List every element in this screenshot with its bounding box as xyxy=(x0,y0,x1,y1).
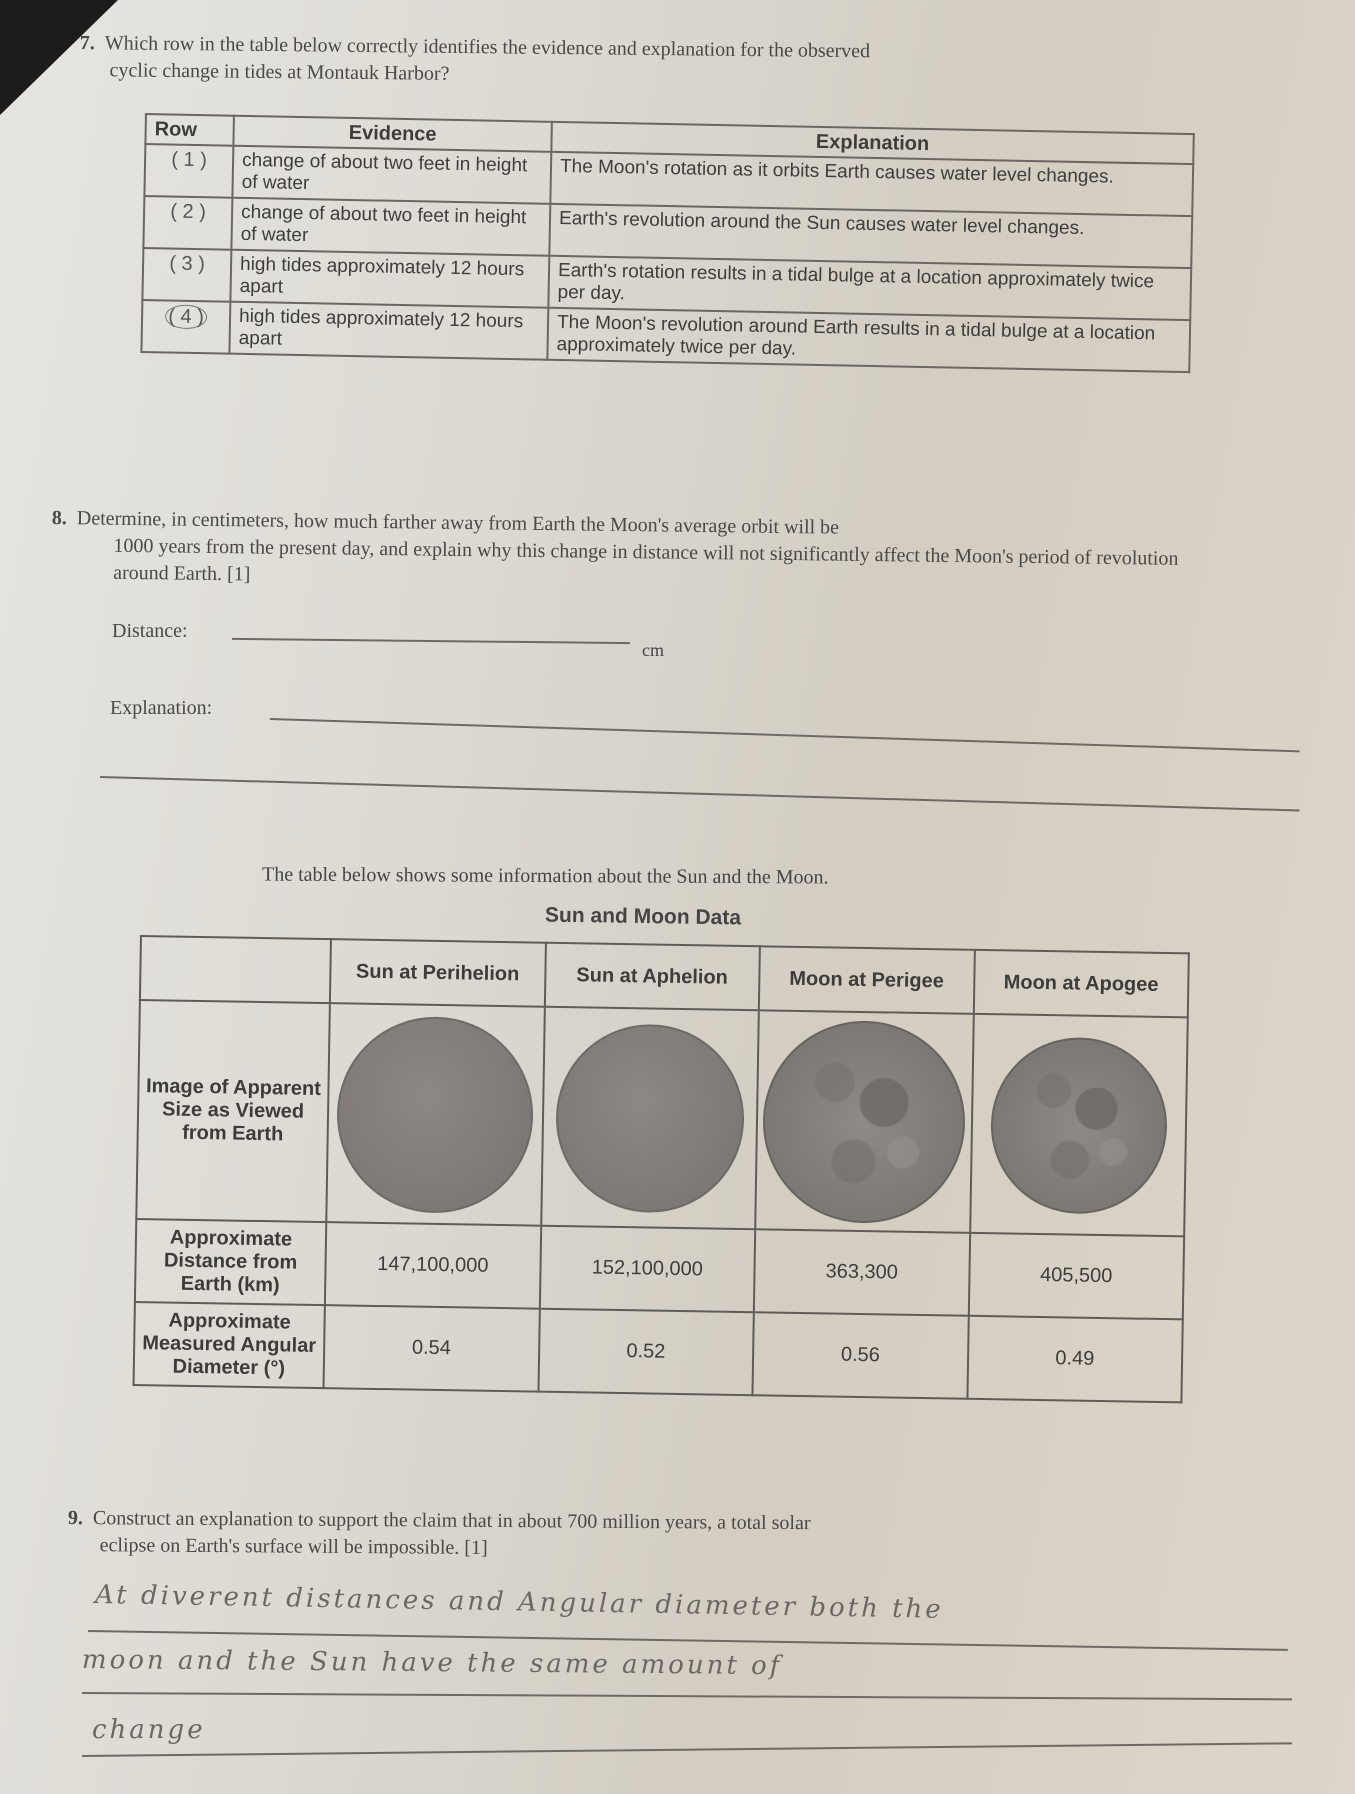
evidence-cell: change of about two feet in height of water xyxy=(232,146,551,204)
distance-moon-perigee: 363,300 xyxy=(754,1229,970,1316)
evidence-cell: high tides approximately 12 hours apart xyxy=(230,250,549,308)
moon-perigee-disk-image xyxy=(762,1019,967,1224)
question-8 xyxy=(51,505,1212,600)
header-moon-apogee: Moon at Apogee xyxy=(973,950,1189,1018)
table-title: Sun and Moon Data xyxy=(544,903,742,930)
distance-moon-apogee: 405,500 xyxy=(968,1233,1184,1320)
distance-sun-perihelion: 147,100,000 xyxy=(325,1222,541,1309)
angular-moon-apogee: 0.49 xyxy=(967,1316,1183,1403)
explanation-cell: Earth's rotation results in a tidal bulge at a location approximately twice per day. xyxy=(548,256,1191,320)
header-sun-perihelion: Sun at Perihelion xyxy=(330,939,546,1007)
question-text-rest: 1000 years from the present day, and explain why this change in distance will not significantly affect the Moon's period of revolution around Earth. [1] xyxy=(113,534,1179,586)
question-text: Determine, in centimeters, how much farther away from Earth the Moon's average orbit will be xyxy=(76,507,840,539)
question-number: 7. xyxy=(79,31,95,55)
question-text-line2: cyclic change in tides at Montauk Harbor? xyxy=(109,59,450,85)
explanation-label: Explanation: xyxy=(110,697,213,719)
row-number: ( 1 ) xyxy=(144,144,233,198)
explanation-cell: The Moon's revolution around Earth results in a tidal bulge at a location approximately twice per day. xyxy=(547,308,1190,372)
question-7 xyxy=(79,30,1200,96)
explanation-answer-line-1[interactable] xyxy=(270,718,1300,752)
question-text-rest: eclipse on Earth's surface will be impossible. [1] xyxy=(99,1534,488,1559)
handwritten-answer-line-1: At diverent distances and Angular diameter both the xyxy=(94,1580,944,1625)
distance-unit: cm xyxy=(642,640,664,660)
angular-moon-perigee: 0.56 xyxy=(752,1312,968,1399)
row-label-angular: Approximate Measured Angular Diameter (°) xyxy=(134,1302,325,1388)
pencil-circle-mark: ( 4 ) xyxy=(165,304,207,329)
sun-perihelion-disk-image xyxy=(336,1015,535,1214)
handwritten-answer-line-2: moon and the Sun have the same amount of xyxy=(81,1645,783,1682)
handwritten-answer-line-3: change xyxy=(92,1715,206,1745)
header-sun-aphelion: Sun at Aphelion xyxy=(544,943,760,1011)
sun-aphelion-disk-image xyxy=(554,1022,745,1213)
explanation-cell: Earth's revolution around the Sun causes water level changes. xyxy=(549,204,1192,268)
header-moon-perigee: Moon at Perigee xyxy=(759,946,975,1014)
row-label-image: Image of Apparent Size as Viewed from Earth xyxy=(136,1000,330,1222)
distance-sun-aphelion: 152,100,000 xyxy=(539,1226,755,1313)
question-text: Which row in the table below correctly identifies the evidence and explanation for the observed xyxy=(104,32,871,63)
evidence-cell: high tides approximately 12 hours apart xyxy=(229,302,548,360)
question-9 xyxy=(68,1505,1258,1567)
question-number: 9. xyxy=(67,1507,83,1530)
row-number-circled xyxy=(141,300,230,354)
evidence-cell: change of about two feet in height of water xyxy=(231,198,550,256)
row-number: ( 2 ) xyxy=(143,196,232,250)
angular-sun-aphelion: 0.52 xyxy=(538,1309,754,1396)
table-intro-text: The table below shows some information about the Sun and the Moon. xyxy=(261,863,829,889)
moon-apogee-disk-image xyxy=(989,1036,1168,1215)
explanation-answer-line-2[interactable] xyxy=(100,776,1300,812)
answer-line-2[interactable] xyxy=(82,1692,1292,1700)
distance-label: Distance: xyxy=(112,620,188,642)
sun-moon-table xyxy=(133,935,1190,1403)
question-text: Construct an explanation to support the claim that in about 700 million years, a total solar xyxy=(92,1507,811,1535)
angular-sun-perihelion: 0.54 xyxy=(324,1305,540,1392)
row-number: ( 3 ) xyxy=(142,248,231,302)
header-blank xyxy=(140,936,331,1003)
header-explanation: Explanation xyxy=(551,122,1193,164)
header-row: Row xyxy=(145,114,234,146)
table-row-images xyxy=(136,1000,1187,1236)
tides-table xyxy=(140,113,1194,373)
answer-line-3[interactable] xyxy=(82,1742,1292,1757)
explanation-cell: The Moon's rotation as it orbits Earth causes water level changes. xyxy=(550,152,1193,216)
distance-answer-line[interactable] xyxy=(232,638,630,644)
table-row-angular xyxy=(134,1302,1183,1402)
row-label-distance: Approximate Distance from Earth (km) xyxy=(135,1219,326,1305)
header-evidence: Evidence xyxy=(233,116,552,152)
question-number: 8. xyxy=(51,506,67,530)
